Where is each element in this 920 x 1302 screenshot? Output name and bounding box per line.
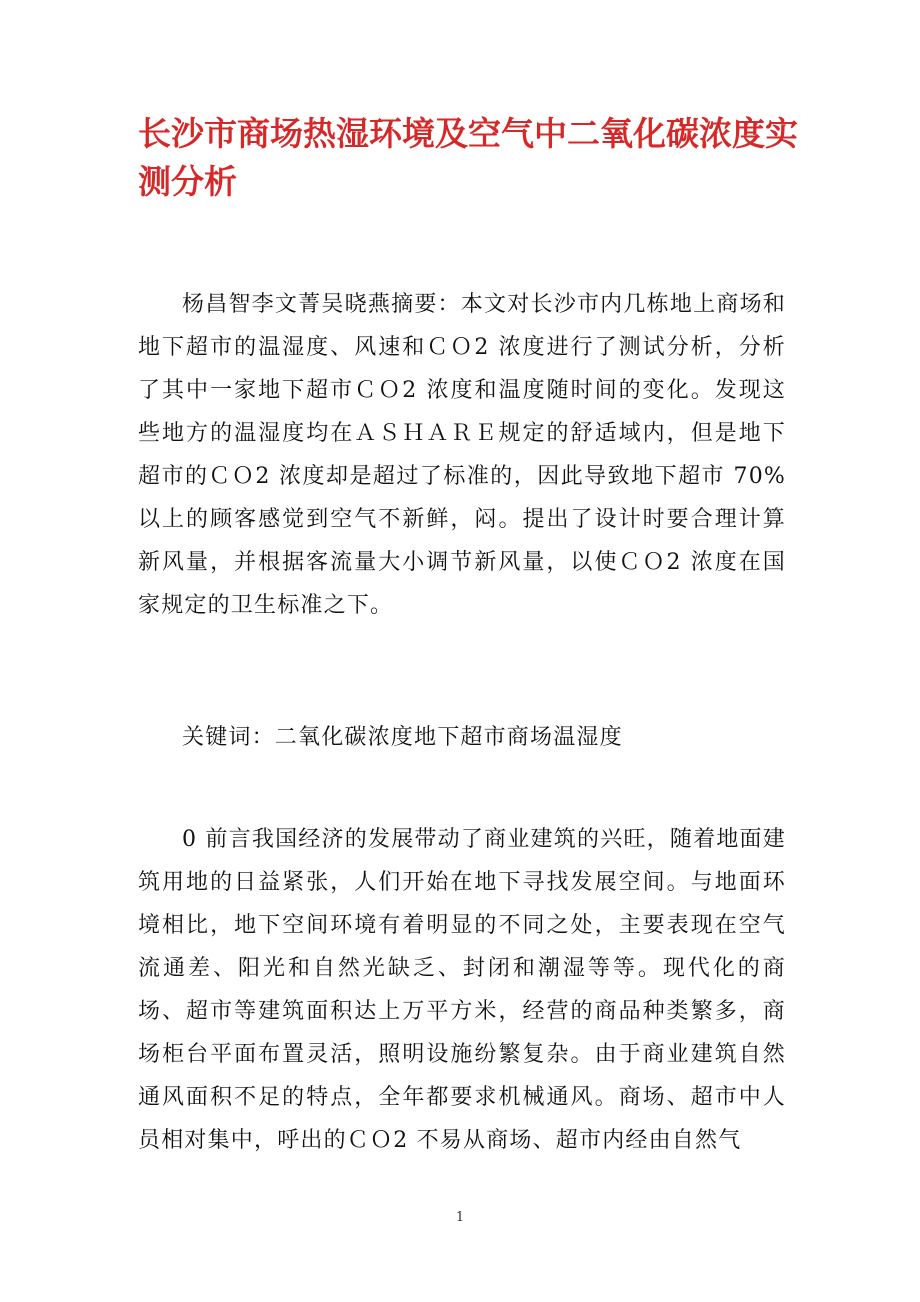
document-title: 长沙市商场热湿环境及空气中二氧化碳浓度实测分析 (138, 114, 798, 201)
introduction-paragraph: 0 前言我国经济的发展带动了商业建筑的兴旺，随着地面建筑用地的日益紧张，人们开始在地下寻找发展空间。与地面环境相比，地下空间环境有着明显的不同之处，主要表现在空气流通差、阳光和自然光缺乏、封闭和潮湿等等。现代化的商场、超市等建筑面积达上万平方米，经营的商品种类繁多，商场柜台平面布置灵活，照明设施纷繁复杂。由于商业建筑自然通风面积不足的特点，全年都要求机械通风。商场、超市中人员相对集中，呼出的ＣＯ2 不易从商场、超市内经由自然气 (138, 827, 786, 1153)
page-number: 1 (455, 1210, 465, 1225)
keywords-paragraph: 关键词：二氧化碳浓度地下超市商场温湿度 (182, 725, 623, 750)
abstract-paragraph: 杨昌智李文菁吴晓燕摘要：本文对长沙市内几栋地上商场和地下超市的温湿度、风速和ＣＯ2 浓度进行了测试分析，分析了其中一家地下超市ＣＯ2 浓度和温度随时间的变化。发现这些地方的温湿度均在ＡＳＨＡＲＥ规定的舒适域内，但是地下超市的ＣＯ2 浓度却是超过了标准的，因此导致地下超市 70%以上的顾客感觉到空气不新鲜，闷。提出了设计时要合理计算新风量，并根据客流量大小调节新风量，以使ＣＯ2 浓度在国家规定的卫生标准之下。 (138, 292, 786, 618)
